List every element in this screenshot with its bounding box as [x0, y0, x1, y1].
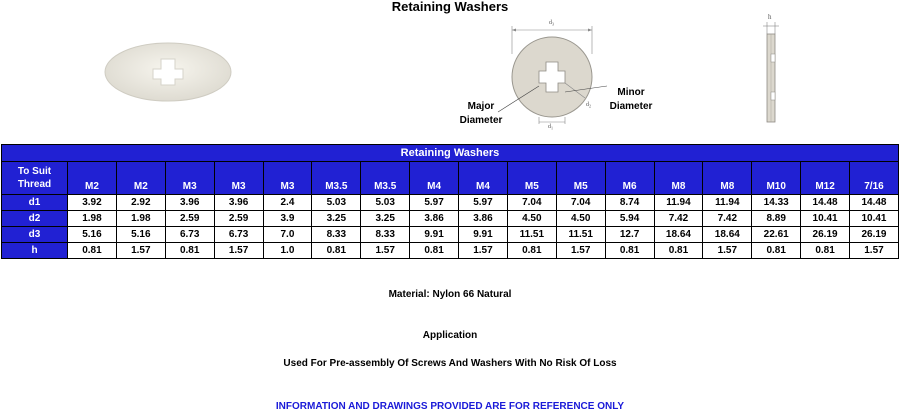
- table-row: [2, 211, 899, 227]
- table-cell: 4.50: [507, 211, 556, 227]
- application-heading: Application: [422, 330, 478, 341]
- col-header: M12: [801, 162, 850, 195]
- table-row: [2, 243, 899, 259]
- svg-text:d2: $d_2$: [586, 102, 591, 109]
- col-header: 7/16: [850, 162, 899, 195]
- table-cell: 0.81: [165, 243, 214, 259]
- table-cell: 14.33: [752, 195, 801, 211]
- col-header: M2: [68, 162, 117, 195]
- table-cell: 0.81: [312, 243, 361, 259]
- table-cell: 1.57: [459, 243, 508, 259]
- table-cell: 5.94: [605, 211, 654, 227]
- table-cell: 10.41: [801, 211, 850, 227]
- col-header: M5: [556, 162, 605, 195]
- table-cell: 18.64: [703, 227, 752, 243]
- table-cell: 18.64: [654, 227, 703, 243]
- col-header: M4: [459, 162, 508, 195]
- table-cell: 7.42: [703, 211, 752, 227]
- col-header: M8: [703, 162, 752, 195]
- table-cell: 3.9: [263, 211, 312, 227]
- table-cell: 11.94: [703, 195, 752, 211]
- table-cell: 0.81: [605, 243, 654, 259]
- table-cell: 2.59: [165, 211, 214, 227]
- col-header: M6: [605, 162, 654, 195]
- table-cell: 12.7: [605, 227, 654, 243]
- d2-label: d: [586, 102, 589, 108]
- table-cell: 1.57: [214, 243, 263, 259]
- minor-diameter-label: Minor Diameter: [609, 87, 653, 112]
- table-cell: 0.81: [507, 243, 556, 259]
- table-cell: 8.33: [361, 227, 410, 243]
- table-cell: 6.73: [214, 227, 263, 243]
- table-cell: 0.81: [654, 243, 703, 259]
- table-cell: 5.16: [68, 227, 117, 243]
- table-band: [2, 145, 899, 162]
- col-header: M3: [214, 162, 263, 195]
- table-cell: 3.86: [459, 211, 508, 227]
- page-title: Retaining Washers: [391, 0, 509, 14]
- table-cell: 1.57: [361, 243, 410, 259]
- table-cell: 11.51: [556, 227, 605, 243]
- table-cell: 3.25: [312, 211, 361, 227]
- h-label: h: [768, 13, 772, 21]
- spec-table: [1, 144, 899, 259]
- table-cell: 9.91: [410, 227, 459, 243]
- row-label: d2: [2, 211, 68, 227]
- d3-label: d: [549, 20, 552, 26]
- table-cell: 8.89: [752, 211, 801, 227]
- row-label: d3: [2, 227, 68, 243]
- table-cell: 7.04: [556, 195, 605, 211]
- col-header: M3: [263, 162, 312, 195]
- table-cell: 2.92: [116, 195, 165, 211]
- col-header: M4: [410, 162, 459, 195]
- table-cell: 1.98: [116, 211, 165, 227]
- svg-text:d1: $d_1$: [548, 124, 553, 131]
- washer-side-view: [750, 10, 790, 130]
- table-cell: 7.0: [263, 227, 312, 243]
- table-cell: 0.81: [801, 243, 850, 259]
- table-cell: 6.73: [165, 227, 214, 243]
- washer-photo: [103, 40, 233, 102]
- major-diameter-label: Major Diameter: [459, 101, 503, 126]
- table-cell: 3.96: [214, 195, 263, 211]
- material-note: Material: Nylon 66 Natural: [388, 289, 512, 300]
- table-cell: 5.97: [459, 195, 508, 211]
- table-cell: 14.48: [850, 195, 899, 211]
- table-row: [2, 195, 899, 211]
- table-cell: 3.25: [361, 211, 410, 227]
- table-cell: 5.03: [361, 195, 410, 211]
- table-cell: 22.61: [752, 227, 801, 243]
- table-cell: 0.81: [752, 243, 801, 259]
- table-cell: 3.96: [165, 195, 214, 211]
- d1-label: d: [548, 124, 551, 130]
- table-cell: 8.74: [605, 195, 654, 211]
- row-label: h: [2, 243, 68, 259]
- table-cell: 1.0: [263, 243, 312, 259]
- col-header: M10: [752, 162, 801, 195]
- table-cell: 11.51: [507, 227, 556, 243]
- table-cell: 0.81: [68, 243, 117, 259]
- table-cell: 2.4: [263, 195, 312, 211]
- table-cell: 26.19: [801, 227, 850, 243]
- table-cell: 1.57: [703, 243, 752, 259]
- table-cell: 5.03: [312, 195, 361, 211]
- table-cell: 1.98: [68, 211, 117, 227]
- table-cell: 5.16: [116, 227, 165, 243]
- table-cell: 1.57: [556, 243, 605, 259]
- table-cell: 10.41: [850, 211, 899, 227]
- col-header: M3: [165, 162, 214, 195]
- table-cell: 1.57: [850, 243, 899, 259]
- table-cell: 1.57: [116, 243, 165, 259]
- table-header-row: [2, 162, 899, 195]
- table-cell: 8.33: [312, 227, 361, 243]
- col-header: M2: [116, 162, 165, 195]
- table-cell: 9.91: [459, 227, 508, 243]
- table-cell: 0.81: [410, 243, 459, 259]
- disclaimer: INFORMATION AND DRAWINGS PROVIDED ARE FOR REFERENCE ONLY: [275, 401, 625, 412]
- table-row: [2, 227, 899, 243]
- col-header: M5: [507, 162, 556, 195]
- table-cell: 7.04: [507, 195, 556, 211]
- table-cell: 3.92: [68, 195, 117, 211]
- table-cell: 14.48: [801, 195, 850, 211]
- table-cell: 2.59: [214, 211, 263, 227]
- table-cell: 11.94: [654, 195, 703, 211]
- col-header: M3.5: [361, 162, 410, 195]
- table-title: Retaining Washers: [2, 145, 899, 162]
- table-cell: 5.97: [410, 195, 459, 211]
- col-header: M8: [654, 162, 703, 195]
- table-cell: 26.19: [850, 227, 899, 243]
- table-cell: 7.42: [654, 211, 703, 227]
- table-cell: 3.86: [410, 211, 459, 227]
- col-header: M3.5: [312, 162, 361, 195]
- svg-text:d3: $d_3$: [549, 20, 554, 27]
- header-thread-label: To Suit Thread: [2, 162, 68, 195]
- row-label: d1: [2, 195, 68, 211]
- table-cell: 4.50: [556, 211, 605, 227]
- application-text: Used For Pre-assembly Of Screws And Washers With No Risk Of Loss: [283, 358, 617, 369]
